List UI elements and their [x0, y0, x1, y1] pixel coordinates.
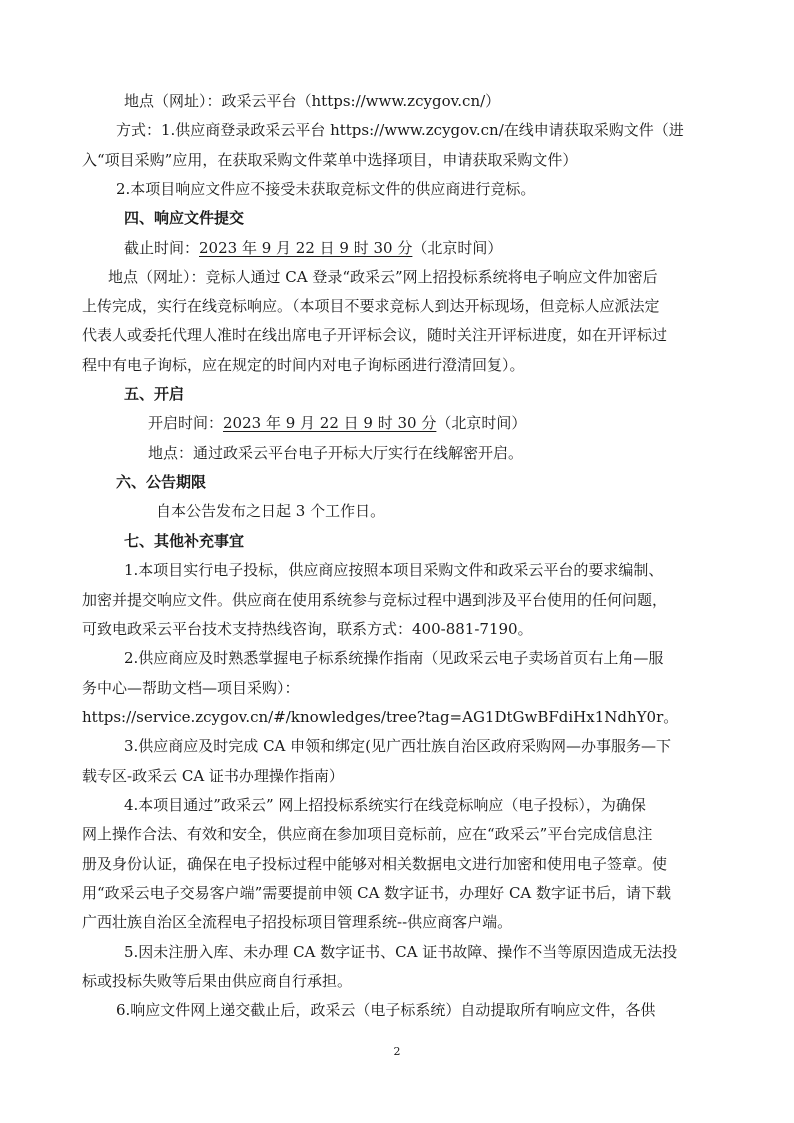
deadline-value: 2023 年 9 月 22 日 9 时 30 分	[199, 239, 413, 257]
item3-line-1: 3.供应商应及时完成 CA 申领和绑定(见广西壮族自治区政府采购网—办事服务—下	[124, 737, 672, 755]
item4-line-3: 册及身份认证，确保在电子投标过程中能够对相关数据电文进行加密和使用电子签章。使	[82, 855, 668, 873]
item2-line-1: 2.供应商应及时熟悉掌握电子标系统操作指南（见政采云电子卖场首页右上角—服	[124, 649, 664, 667]
item3-line-2: 载专区-政采云 CA 证书办理操作指南）	[82, 767, 344, 785]
submission-deadline	[124, 238, 502, 258]
deadline-suffix: （北京时间）	[412, 239, 503, 257]
item1-line-2: 加密并提交响应文件。供应商在使用系统参与竞标过程中遇到涉及平台使用的任何问题，	[82, 591, 668, 609]
submission-location-line-1: 地点（网址）：竞标人通过 CA 登录“政采云”网上招投标系统将电子响应文件加密后	[108, 268, 658, 286]
submission-location-line-4: 程中有电子询标，应在规定的时间内对电子询标函进行澄清回复）。	[82, 356, 525, 374]
purchase-doc-method-line-2: 入“项目采购”应用，在获取采购文件菜单中选择项目，申请获取采购文件）	[82, 151, 578, 169]
purchase-doc-method-line-1: 方式：1.供应商登录政采云平台 https://www.zcygov.cn/在线申请获取采购文件（进	[116, 121, 684, 139]
section-heading-opening: 五、开启	[124, 385, 185, 403]
item2-line-2: 务中心—帮助文档—项目采购）：	[82, 679, 300, 697]
item4-line-2: 网上操作合法、有效和安全，供应商在参加项目竞标前，应在“政采云”平台完成信息注	[82, 825, 653, 843]
opening-suffix: （北京时间）	[436, 414, 527, 432]
section-heading-submission: 四、响应文件提交	[124, 209, 245, 227]
item6-line-1: 6.响应文件网上递交截止后，政采云（电子标系统）自动提取所有响应文件，各供	[116, 1001, 656, 1019]
page-number: 2	[393, 1045, 401, 1058]
item5-line-2: 标或投标失败等后果由供应商自行承担。	[82, 972, 353, 990]
section-heading-notice-period: 六、公告期限	[116, 473, 207, 491]
opening-time	[148, 413, 526, 433]
item4-line-1: 4.本项目通过”政采云” 网上招投标系统实行在线竞标响应（电子投标），为确保	[124, 796, 646, 814]
deadline-label: 截止时间：	[124, 239, 200, 257]
item1-line-3: 可致电政采云平台技术支持热线咨询，联系方式：400-881-7190。	[82, 620, 533, 638]
item5-line-1: 5.因未注册入库、未办理 CA 数字证书、CA 证书故障、操作不当等原因造成无法投	[124, 943, 678, 961]
opening-value: 2023 年 9 月 22 日 9 时 30 分	[223, 414, 437, 432]
notice-period-text: 自本公告发布之日起 3 个工作日。	[156, 502, 386, 520]
item4-line-4: 用“政采云电子交易客户端”需要提前申领 CA 数字证书，办理好 CA 数字证书后，请下载	[82, 884, 672, 902]
opening-location: 地点：通过政采云平台电子开标大厅实行在线解密开启。	[148, 444, 524, 462]
submission-location-line-3: 代表人或委托代理人准时在线出席电子开评标会议，随时关注开评标进度，如在开评标过	[82, 326, 668, 344]
submission-location-line-2: 上传完成，实行在线竞标响应。（本项目不要求竞标人到达开标现场，但竞标人应派法定	[82, 297, 660, 315]
purchase-doc-location: 地点（网址）：政采云平台（https://www.zcygov.cn/）	[124, 92, 501, 110]
item4-line-5: 广西壮族自治区全流程电子招投标项目管理系统--供应商客户端。	[82, 913, 513, 931]
purchase-doc-note-2: 2.本项目响应文件应不接受未获取竞标文件的供应商进行竞标。	[116, 180, 536, 198]
section-heading-supplementary: 七、其他补充事宜	[124, 532, 245, 550]
opening-label: 开启时间：	[148, 414, 224, 432]
item2-help-link[interactable]: https://service.zcygov.cn/#/knowledges/tree?tag=AG1DtGwBFdiHx1NdhY0r。	[82, 708, 679, 726]
item1-line-1: 1.本项目实行电子投标，供应商应按照本项目采购文件和政采云平台的要求编制、	[124, 561, 664, 579]
